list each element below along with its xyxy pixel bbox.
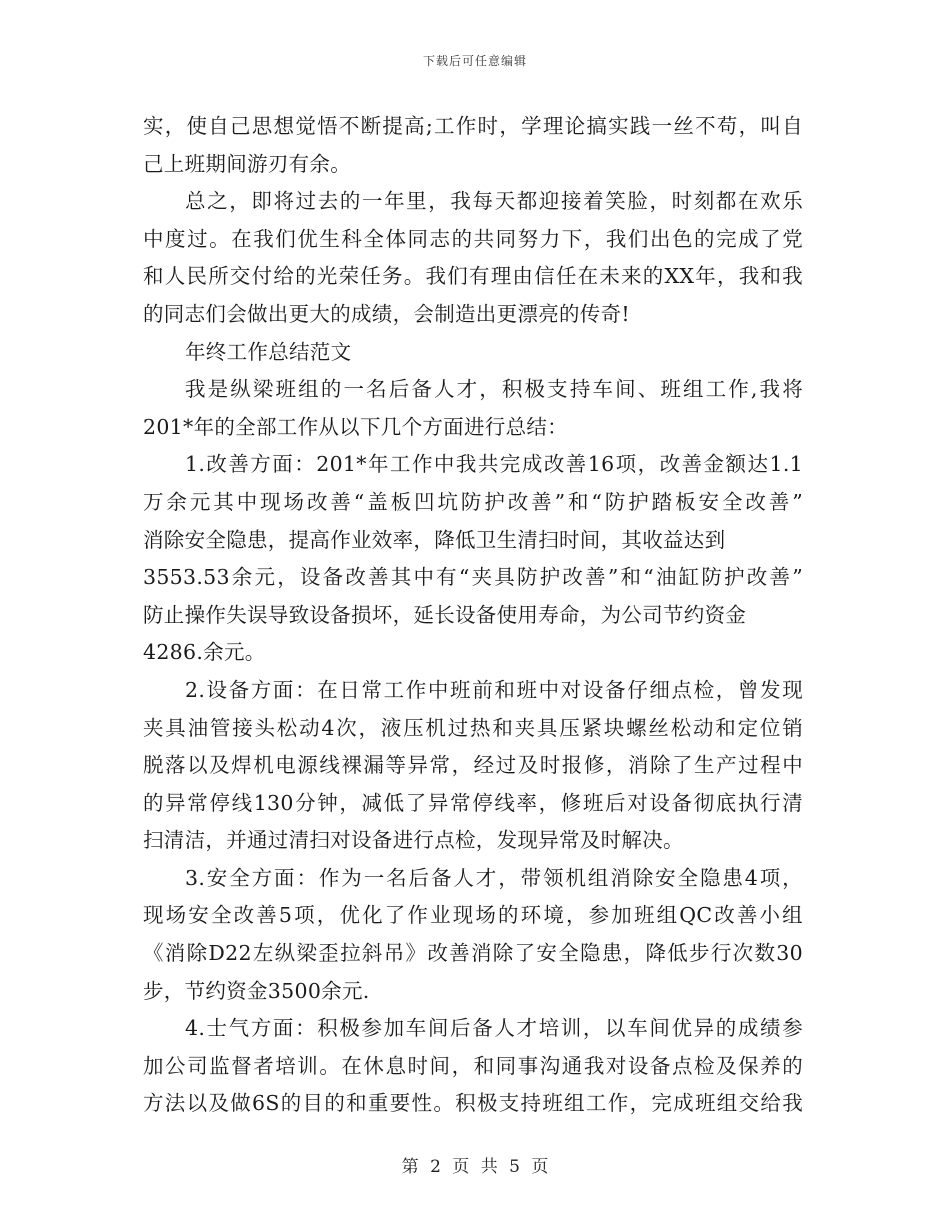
- text-line: 脱落以及焊机电源线裸漏等异常，经过及时报修，消除了生产过程中: [143, 753, 803, 778]
- document-body: [143, 108, 803, 1123]
- text-line: 总之，即将过去的一年里，我每天都迎接着笑脸，时刻都在欢乐: [185, 189, 803, 214]
- text-line: 夹具油管接头松动4次，液压机过热和夹具压紧块螺丝松动和定位销: [143, 715, 803, 740]
- text-line: 我是纵梁班组的一名后备人才，积极支持车间、班组工作,我将: [185, 377, 803, 402]
- text-line: 的异常停线130分钟，减低了异常停线率，修班后对设备彻底执行清: [143, 790, 803, 815]
- text-line: 4286.余元。: [143, 640, 266, 665]
- text-line: 3.安全方面：作为一名后备人才，带领机组消除安全隐患4项，: [185, 865, 803, 890]
- text-line: 《消除D22左纵梁歪拉斜吊》改善消除了安全隐患，降低步行次数30: [143, 941, 803, 966]
- text-line: 年终工作总结范文: [185, 339, 352, 364]
- text-line: 和人民所交付给的光荣任务。我们有理由信任在未来的XX年，我和我: [143, 264, 803, 289]
- text-line: 201*年的全部工作从以下几个方面进行总结：: [143, 414, 568, 439]
- text-line: 己上班期间游刃有余。: [143, 151, 351, 176]
- text-line: 方法以及做6S的目的和重要性。积极支持班组工作，完成班组交给我: [143, 1091, 803, 1116]
- text-line: 中度过。在我们优生科全体同志的共同努力下，我们出色的完成了党: [143, 226, 803, 251]
- text-line: 防止操作失误导致设备损坏，延长设备使用寿命，为公司节约资金: [143, 602, 747, 627]
- page-header: 下载后可任意编辑: [422, 54, 527, 68]
- text-line: 加公司监督者培训。在休息时间，和同事沟通我对设备点检及保养的: [143, 1053, 803, 1078]
- text-line: 现场安全改善5项，优化了作业现场的环境，参加班组QC改善小组: [143, 903, 803, 928]
- text-line: 扫清洁，并通过清扫对设备进行点检，发现异常及时解决。: [143, 828, 684, 853]
- text-line: 2.设备方面：在日常工作中班前和班中对设备仔细点检，曾发现: [185, 677, 803, 702]
- text-line: 步，节约资金3500余元.: [143, 978, 370, 1003]
- text-line: 实，使自己思想觉悟不断提高;工作时，学理论搞实践一丝不苟，叫自: [143, 114, 803, 138]
- text-line: 消除安全隐患，提高作业效率，降低卫生清扫时间，其收益达到: [143, 527, 726, 552]
- text-line: 3553.53余元，设备改善其中有“夹具防护改善”和“油缸防护改善”: [143, 565, 803, 590]
- text-line: 1.改善方面：201*年工作中我共完成改善16项，改善金额达1.1: [185, 452, 803, 477]
- text-line: 万余元其中现场改善“盖板凹坑防护改善”和“防护踏板安全改善”: [143, 489, 803, 514]
- text-line: 4.士气方面：积极参加车间后备人才培训，以车间优异的成绩参: [185, 1016, 803, 1041]
- text-line: 的同志们会做出更大的成绩，会制造出更漂亮的传奇!: [143, 301, 630, 326]
- page-number: 第 2 页 共 5 页: [401, 1157, 549, 1177]
